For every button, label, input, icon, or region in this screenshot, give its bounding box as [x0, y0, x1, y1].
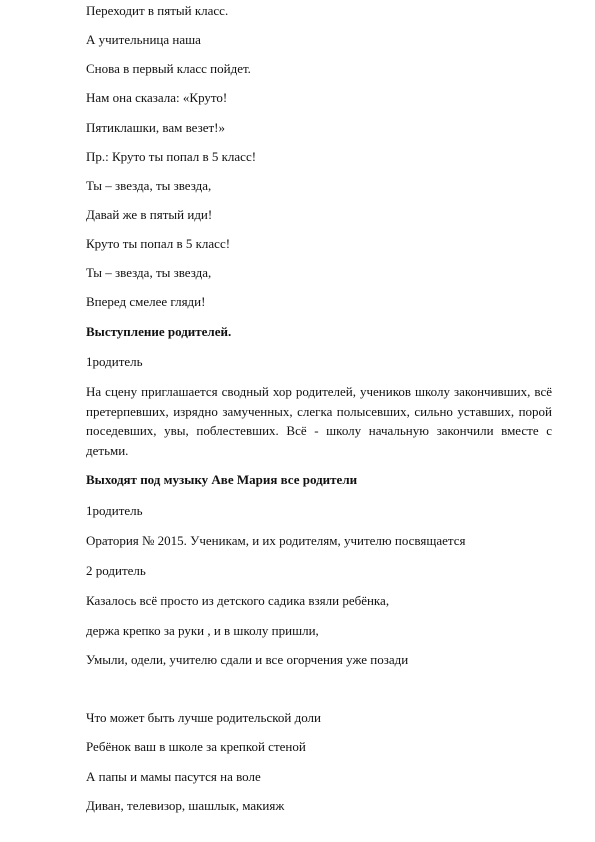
stage-direction: Выходят под музыку Аве Мария все родители — [86, 472, 358, 487]
paragraph: На сцену приглашается сводный хор родителей, учеников школу закончивших, всё претерпевших, изрядно замученных, слегка полысевших, сильно уставших, порой поседевших, увы, поблестевших. Всё - школу начальную закончили вместе с детьми. — [86, 384, 552, 458]
text-line: Пятиклашки, вам везет!» — [86, 120, 225, 135]
speaker-label: 1родитель — [86, 354, 143, 369]
text-line: Давай же в пятый иди! — [86, 207, 213, 222]
text-line: А учительница наша — [86, 32, 201, 47]
text-line: Диван, телевизор, шашлык, макияж — [86, 798, 285, 813]
text-line: Ты – звезда, ты звезда, — [86, 178, 212, 193]
text-line: Ты – звезда, ты звезда, — [86, 265, 212, 280]
speaker-label: 1родитель — [86, 503, 143, 518]
text-line: Переходит в пятый класс. — [86, 3, 229, 18]
text-line: Нам она сказала: «Круто! — [86, 90, 228, 105]
text-line: держа крепко за руки , и в школу пришли, — [86, 623, 319, 638]
text-line: Умыли, одели, учителю сдали и все огорчения уже позади — [86, 652, 409, 667]
text-line: Круто ты попал в 5 класс! — [86, 236, 231, 251]
chorus-line: Пр.: Круто ты попал в 5 класс! — [86, 149, 257, 164]
text-line: Ребёнок ваш в школе за крепкой стеной — [86, 739, 306, 754]
section-heading: Выступление родителей. — [86, 324, 232, 339]
text-line: Что может быть лучше родительской доли — [86, 710, 321, 725]
text-line: Вперед смелее гляди! — [86, 294, 206, 309]
text-line: Казалось всё просто из детского садика взяли ребёнка, — [86, 593, 390, 608]
text-line: Оратория № 2015. Ученикам, и их родителям, учителю посвящается — [86, 533, 466, 548]
text-line: Снова в первый класс пойдет. — [86, 61, 251, 76]
speaker-label: 2 родитель — [86, 563, 146, 578]
text-line: А папы и мамы пасутся на воле — [86, 769, 261, 784]
